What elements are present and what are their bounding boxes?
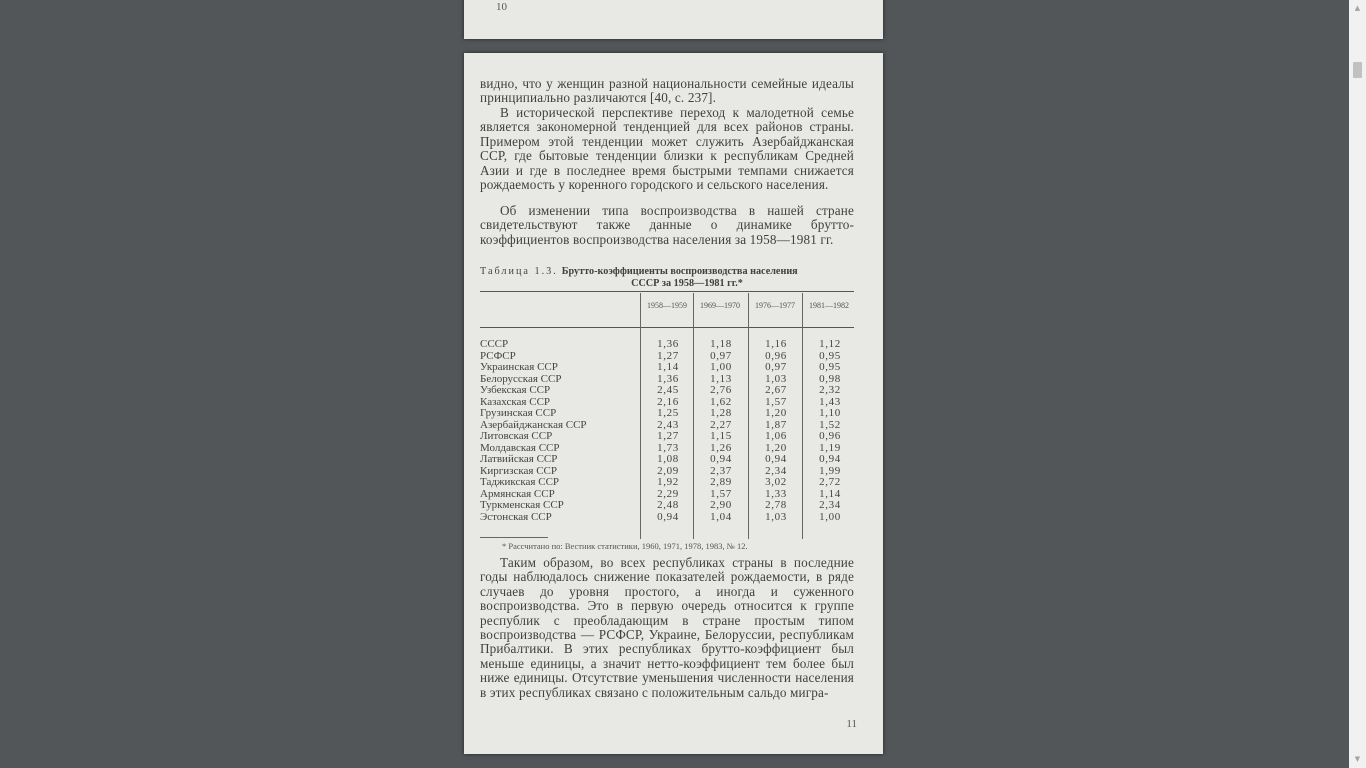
table-cell: 1,27	[657, 430, 679, 442]
table-cell: 0,94	[710, 453, 732, 465]
table-cell: 2,34	[765, 464, 787, 477]
column-header: 1969—1970	[700, 301, 740, 310]
table-cell: 1,20	[765, 441, 787, 454]
row-label: Латвийская ССР	[480, 453, 558, 465]
row-label: Казахская ССР	[480, 395, 551, 408]
table-cell: 0,96	[765, 349, 787, 362]
row-label: Таджикская ССР	[480, 476, 560, 488]
row-label: Азербайджанская ССР	[480, 418, 587, 431]
table-row	[480, 339, 854, 351]
table-cell: 0,96	[819, 430, 841, 442]
scroll-down-icon[interactable]: ▼	[1354, 755, 1361, 763]
table-cell: 2,43	[657, 418, 679, 431]
table-cell: 1,16	[765, 338, 787, 350]
table-cell: 1,14	[657, 361, 679, 373]
row-label: РСФСР	[480, 349, 516, 362]
table-cell: 1,73	[657, 441, 679, 454]
table-cell: 2,16	[657, 395, 679, 408]
table-cell: 3,02	[765, 476, 787, 488]
table-cell: 2,34	[819, 499, 841, 511]
table-cell: 0,95	[819, 349, 841, 362]
table-cell: 0,98	[819, 372, 841, 385]
table-cell: 0,94	[819, 453, 841, 465]
current-page	[464, 53, 883, 754]
table-label: Таблица 1.3.	[480, 266, 558, 277]
table-cell: 1,33	[765, 487, 787, 500]
table-row	[480, 385, 854, 397]
table-cell: 1,20	[765, 407, 787, 419]
table-cell: 1,18	[710, 338, 732, 350]
table-cell: 2,48	[657, 499, 679, 511]
table-cell: 2,09	[657, 464, 679, 477]
table-cell: 1,03	[765, 510, 787, 523]
table-cell: 1,52	[819, 418, 841, 431]
body-paragraph: В исторической перспективе переход к малодетной семье является закономерной тенденцией для всех районов страны. Примером этой тенденции может служить Азербайджанская ССР, где бытовые тенденции близки к республикам Средней Азии и где в последнее время быстрыми темпами снижается рождаемость у коренного городского и сельского населения.	[480, 105, 854, 193]
table-cell: 1,14	[819, 487, 841, 500]
table-cell: 2,72	[819, 476, 841, 488]
table-row	[480, 362, 854, 374]
table-row	[480, 431, 854, 443]
table-cell: 1,19	[819, 441, 841, 454]
body-paragraph: Таким образом, во всех республиках страны в последние годы наблюдалось снижение показателей рождаемости, в ряде случаев до уровня простого, а иногда и суженного воспроизводства. Это в первую очередь относится к группе республик с преобладающим в стране простым типом воспроизводства — РСФСР, Украине, Белоруссии, республикам Прибалтики. В этих республиках брутто-коэффициент был меньше единицы, а значит нетто-коэффициент тем более был ниже единицы. Отсутствие уменьшения численности населения в этих республиках связано с положительным сальдо мигра-	[480, 555, 854, 700]
table-cell: 1,57	[765, 395, 787, 408]
table-row	[480, 477, 854, 489]
row-label: Молдавская ССР	[480, 441, 560, 454]
page-number: 11	[846, 718, 857, 730]
table-cell: 1,03	[765, 372, 787, 385]
table-top-rule	[480, 291, 854, 292]
row-label: Киргизская ССР	[480, 464, 558, 477]
table-cell: 1,06	[765, 430, 787, 442]
table-cell: 2,32	[819, 384, 841, 396]
column-header: 1976—1977	[755, 301, 795, 310]
table-cell: 1,99	[819, 464, 841, 477]
table-cell: 2,45	[657, 384, 679, 396]
table-cell: 2,78	[765, 499, 787, 511]
table-cell: 1,43	[819, 395, 841, 408]
table-row	[480, 500, 854, 512]
table-cell: 1,10	[819, 407, 841, 419]
vertical-scrollbar[interactable]	[1349, 0, 1366, 768]
row-label: Эстонская ССР	[480, 510, 552, 523]
row-label: СССР	[480, 338, 509, 350]
table-row	[480, 512, 854, 524]
table-cell: 1,36	[657, 338, 679, 350]
table-title-line2: СССР за 1958—1981 гг.*	[631, 277, 743, 289]
table-cell: 1,26	[710, 441, 732, 454]
table-caption	[480, 266, 854, 289]
table-cell: 1,62	[710, 395, 732, 408]
table-cell: 1,15	[710, 430, 732, 442]
table-cell: 1,92	[657, 476, 679, 488]
table-cell: 1,04	[710, 510, 732, 523]
table-title: Брутто-коэффициенты воспроизводства населения	[561, 266, 798, 277]
page-number: 10	[496, 1, 507, 13]
row-label: Грузинская ССР	[480, 407, 557, 419]
previous-page	[464, 0, 883, 39]
table-cell: 1,00	[819, 510, 841, 523]
table-cell: 1,87	[765, 418, 787, 431]
row-label: Туркменская ССР	[480, 499, 564, 511]
table-cell: 2,27	[710, 418, 732, 431]
table-cell: 2,29	[657, 487, 679, 500]
body-paragraph: Об изменении типа воспроизводства в нашей стране свидетельствуют также данные о динамике брутто-коэффициентов воспроизводства населения за 1958—1981 гг.	[480, 203, 854, 247]
table-row	[480, 408, 854, 420]
table-cell: 1,12	[819, 338, 841, 350]
scroll-thumb[interactable]	[1353, 62, 1362, 78]
table-cell: 2,37	[710, 464, 732, 477]
table-body	[480, 339, 854, 523]
table-cell: 2,76	[710, 384, 732, 396]
row-label: Белорусская ССР	[480, 372, 562, 385]
table-cell: 1,57	[710, 487, 732, 500]
table-cell: 0,94	[765, 453, 787, 465]
table-cell: 1,13	[710, 372, 732, 385]
body-paragraph: видно, что у женщин разной национальности семейные идеалы принципиально различаются [40, с. 237].	[480, 76, 854, 106]
data-table	[480, 291, 854, 541]
table-cell: 0,97	[765, 361, 787, 373]
table-cell: 0,97	[710, 349, 732, 362]
table-cell: 2,90	[710, 499, 732, 511]
row-label: Узбекская ССР	[480, 384, 551, 396]
row-label: Армянская ССР	[480, 487, 555, 500]
table-cell: 2,89	[710, 476, 732, 488]
column-header: 1981—1982	[809, 301, 849, 310]
table-header-rule	[480, 327, 854, 328]
table-footnote: * Рассчитано по: Вестник статистики, 1960, 1971, 1978, 1983, № 12.	[502, 541, 748, 551]
table-cell: 1,25	[657, 407, 679, 419]
row-label: Украинская ССР	[480, 361, 558, 373]
table-cell: 1,00	[710, 361, 732, 373]
scroll-up-icon[interactable]: ▲	[1354, 4, 1361, 12]
row-label: Литовская ССР	[480, 430, 553, 442]
table-cell: 1,08	[657, 453, 679, 465]
table-cell: 2,67	[765, 384, 787, 396]
table-cell: 1,36	[657, 372, 679, 385]
table-cell: 1,28	[710, 407, 732, 419]
column-header: 1958—1959	[647, 301, 687, 310]
table-cell: 0,94	[657, 510, 679, 523]
table-cell: 0,95	[819, 361, 841, 373]
footnote-rule	[480, 537, 548, 538]
table-cell: 1,27	[657, 349, 679, 362]
table-row	[480, 454, 854, 466]
